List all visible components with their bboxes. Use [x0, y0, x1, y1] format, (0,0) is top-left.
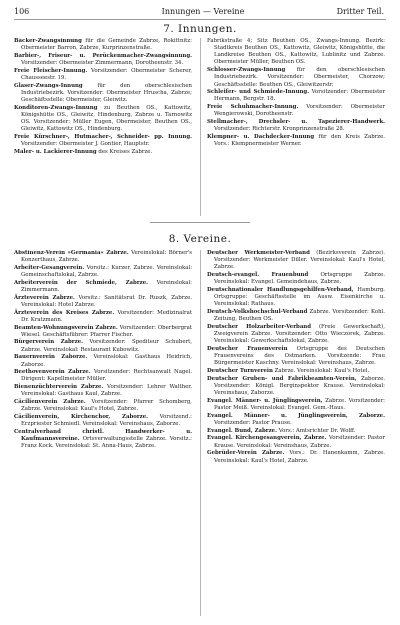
entry-name: Abstinenz-Verein »Germania« Zabrze. [14, 250, 129, 256]
directory-entry [207, 368, 385, 375]
entry-name: Glaser-Zwangs-Innung [14, 82, 83, 89]
entry-text: Fabrikstraße 4; Sitz Beuthen OS., Zwangs-Innung. Bezirk: Stadtkreis Beuthen OS., Kattowitz, Gleiwitz, Königshütte, die Landkreise Beuthen OS., Kattowitz, Lublinitz und Zabrze. Obermeister Müller, Beuthen OS. [207, 38, 385, 66]
entry-name: Bürgerverein Zabrze. [14, 339, 84, 346]
directory-entry [207, 134, 385, 148]
directory-entry [14, 265, 192, 279]
directory-entry [207, 38, 385, 67]
entry-text: für den oberschlesischen Industriebezirk. Vorsitzender: Obermeister, Chorzow; Geschäftsstelle: Beuthen OS., Gleiwitzerstr. [214, 67, 385, 88]
entry-text: (Freie Gewerkschaft), Zweigverein Zabrze. Vorsitzender: Otto Wieczorek, Zabrze. Vereinslokal: Gewerkschaftslokal, Zabrze. [214, 323, 385, 345]
entry-name: Centralverband christl. Handwerker- u. Kaufmannsvereine. [14, 428, 192, 443]
directory-entry [207, 413, 385, 427]
directory-entry [207, 309, 385, 323]
directory-entry [14, 134, 192, 148]
directory-entry [207, 67, 385, 88]
entry-text: Vorsitz.: Kurzer, Zabrze. Vereinslokal: Gemeinschaftslokal, Zabrze. [21, 264, 192, 279]
directory-entry [207, 398, 385, 412]
entry-name: Gebrüder-Verein Zabrze. [207, 450, 285, 457]
entry-text: Vorsitzend.: Erzpriester Schmiedl. Vereinslokal: Vereinshaus, Zaborze. [21, 413, 192, 428]
entry-name: Deutscher Frauenverein [207, 346, 288, 352]
section-rule [150, 222, 250, 223]
entry-text: Zaborze. Vorsitzender: Königl. Berginspektor Krause. Vereinslokal: Vereinshaus, Zaborze. [214, 375, 385, 397]
directory-entry [207, 346, 385, 367]
entry-name: Evangel. Männer- u. Jünglingsverein, Zaborze. [207, 412, 385, 419]
directory-entry [207, 119, 385, 133]
entry-text: Vorsitzender: Pfarrer Schomberg, Zabrze. Vereinslokal: Kaul's Hotel, Zabrze. [21, 399, 192, 413]
page-header [14, 6, 392, 18]
entry-name: Arbeiterverein der Schmiede, Zabrze. [14, 279, 149, 286]
entry-name: Evangel. Männer- u. Jünglingsverein, [207, 397, 323, 404]
part-label: Dritter Teil. [336, 7, 384, 16]
entry-text: Ortsgruppe des Deutschen Frauenvereins des Ostmarken. Vorsitzende: Frau Bürgermeister Kaschny. Vereinslokal: Vereinshaus, Zabrze. [214, 346, 385, 367]
directory-entry [207, 376, 385, 397]
entry-text: Vors.: Amtsrichter Dr. Wolff. [278, 427, 356, 434]
innungen-left-column [14, 38, 192, 216]
entry-name: Arbeiter-Gesangverein. [14, 264, 85, 271]
directory-entry [207, 287, 385, 308]
entry-text: Vorsitzender: Obermeister Scherer, Chausseestr. 19. [21, 67, 192, 81]
entry-name: Beethovenverein Zabrze. [14, 369, 91, 376]
entry-name: Cäcilienverein Zabrze. [14, 399, 86, 406]
entry-name: Deutschnationaler Handlungsgehilfen-Verband, [207, 286, 354, 293]
header-rule [14, 19, 386, 20]
entry-name: Deutsch-Volkshochschul-Verband [207, 309, 308, 316]
directory-entry [14, 105, 192, 134]
entry-text: Vorsitzender: Lehrer Walther. Vereinslokal: Gasthaus Kaul, Zabrze. [21, 384, 192, 398]
entry-name: Ärzteverein Zabrze. [14, 294, 75, 301]
entry-name: Deutscher Werkmeister-Verband [207, 250, 310, 256]
entry-text: Zabrze. Vereinslokal: Kaul's Hotel. [274, 368, 370, 375]
entry-text: Vorsitzender: Medizinalrat Dr. Kratzmann. [21, 309, 192, 323]
column-divider-innungen [200, 38, 201, 216]
entry-name: Deutscher Holzarbeiter-Verband [207, 323, 311, 330]
entry-name: Schlosser-Zwangs-Innung [207, 67, 286, 74]
entry-name: Deutsch-evangel. Frauenbund [207, 272, 309, 279]
entry-name: Cäcilienverein, Kirchenchor, Zaborze. [14, 413, 149, 420]
entry-text: Vorsitzender: Obermeister Wengierowski, Dorotheenstr. [214, 104, 385, 118]
directory-entry [14, 325, 192, 339]
entry-name: Deutscher Turnverein [207, 368, 273, 375]
entry-text: für die Gemeinde Zabrze, Rokittnitz: Obermeister Barron, Zabrze, Kurprinzenstraße. [21, 38, 192, 52]
directory-entry [14, 310, 192, 324]
entry-name: Bauernverein Zaborze. [14, 354, 88, 361]
entry-name: Maler- u. Lackierer-Innung [14, 148, 97, 155]
directory-entry [14, 53, 192, 67]
column-divider-vereine [200, 250, 201, 616]
directory-entry [207, 89, 385, 103]
entry-text: Ortsgruppe Zabrze. Vereinslokal: Evangel. Gemeindehaus, Zabrze. [214, 272, 385, 286]
entry-name: Ärzteverein des Kreises Zabrze. [14, 309, 115, 316]
entry-text: Vorsitz.: Sanitätsrat Dr. Ruszk, Zabrze. Vereinslokal: Hotel Zabrze. [21, 294, 192, 308]
entry-text: Vorsitzender: Pastor Krause. Vereinslokal: Vereinshaus, Zabrze. [214, 435, 385, 449]
vereine-right-column [207, 250, 385, 616]
entry-text: Vorsitzender: Obermeister J. Gontier, Hauptstr. [21, 141, 150, 148]
entry-text: zu Beuthen OS., Kattowitz, Königshütte OS., Gleiwitz, Hindenburg, Zabrze u. Tarnowitz OS. Vorsitzender: Müller Eugen, Obermeister, Beuthen OS., Gleiwitz, Kattowitz OS., Hindenburg. [21, 104, 192, 133]
vereine-left-column [14, 250, 192, 616]
directory-entry [14, 354, 192, 368]
directory-entry [14, 295, 192, 309]
directory-entry [14, 149, 192, 156]
entry-text: Vorsitzender: Obermeister Hermann, Bergstr. 18. [214, 89, 385, 103]
directory-entry [207, 428, 385, 435]
entry-text: Vereinslokal: Zimmermann. [21, 279, 192, 293]
directory-entry [207, 104, 385, 118]
directory-entry [14, 280, 192, 294]
entry-text: Vereinslokal: Gasthaus Heidrich, Zaborze. [21, 354, 192, 368]
directory-entry [207, 250, 385, 271]
entry-text: Zabrze. Vorsitzender: Pastor Meiß. Vereinslokal: Evangel. Gem.-Haus. [214, 397, 385, 412]
entry-name: Konditoren-Zwangs-Innung [14, 104, 98, 111]
entry-text: Zabrze. Vorsitzender: Kohl. Zeitung, Beuthen OS. [214, 309, 385, 323]
entry-text: Vorsitzender: Obermeister Zimmermann, Dorotheenstr. 34. [21, 60, 184, 67]
directory-entry [14, 429, 192, 450]
directory-entry [207, 272, 385, 286]
entry-text: Vorsitzender: Rechtsanwalt Nagel. Dirigent: Kapellmeister Müller. [21, 369, 192, 383]
entry-name: Schleifer- und Schmiede-Innung. [207, 89, 310, 96]
entry-text: Hamburg. Ortsgruppe: Geschäftsstelle im Ausw. Eisenkirche u. Vereinslokal: Rathaus. [214, 286, 385, 308]
entry-name: Beamten-Wohnungsverein Zabrze. [14, 324, 118, 331]
entry-name: Evangel. Kirchengesangverein, Zabrze. [207, 435, 327, 442]
entry-name: Evangel. Bund, Zabrze. [207, 427, 277, 434]
entry-name: Freie Fleischer-Innung. [14, 67, 88, 74]
entry-text: Vorsitzender: Spediteur Schubert, Zabrze. Vereinslokal: Restaurant Kubowitz. [21, 339, 192, 353]
page-number: 106 [14, 7, 30, 16]
entry-text: für den oberschlesischen Industriebezirk. Vorsitzender: Obermeister Hruscha, Zabrze; Geschäftsstelle: Obermeister, Gleiwitz. [21, 82, 192, 104]
entry-name: Barbier-, Friseur- u. Perückenmacher-Zwangsinnung. [14, 52, 192, 59]
entry-name: Freie Schuhmacher-Innung. [207, 104, 299, 111]
directory-entry [14, 250, 192, 264]
section-title-innungen: 7. Innungen. [163, 23, 237, 35]
directory-entry [14, 369, 192, 383]
entry-name: Klempner- u. Dachdecker-Innung [207, 134, 315, 140]
directory-entry [14, 38, 192, 52]
running-head: Innungen — Vereine [161, 7, 245, 16]
directory-entry [207, 435, 385, 449]
entry-text: des Kreises Zabrze. [98, 148, 153, 155]
directory-entry [14, 414, 192, 428]
entry-text: Vereinslokal: Börner's Konzerthaus, Zabrze. [21, 250, 192, 264]
entry-name: Deutscher Gruben- und Fabrikbeamten-Verein, [207, 375, 357, 382]
entry-name: Freie Kürschner-, Hutmacher-, Schneider- pp. Innung. [14, 134, 192, 140]
entry-text: für den Kreis Zabrze. Vors.: Klempnermeister Werner. [214, 134, 385, 148]
directory-entry [207, 324, 385, 345]
entry-text: (Bezirksverein Zabrze). Vorsitzender: Werkmeister Diller. Vereinslokal: Kaul's Hotel, Zabrze. [214, 250, 385, 271]
directory-entry [14, 384, 192, 398]
directory-entry [207, 450, 385, 464]
entry-name: Stellmacher-, Drechsler- u. Tapezierer-Handwerk. [207, 119, 385, 126]
entry-text: Vorsitzender: Pastor Prause. [214, 419, 292, 426]
entry-name: Bäcker-Zwangsinnung [14, 38, 82, 44]
entry-text: Vorsitzender: Oberbergrat Wiesel. Geschäftsführer: Pfarrer Fischer. [21, 324, 192, 338]
directory-entry [14, 339, 192, 353]
entry-name: Bienenzüchterverein Zabrze. [14, 384, 104, 391]
entry-text: Vors.: Dr. Hanenkamm, Zabrze. Vereinslokal: Kaul's Hotel, Zabrze. [214, 450, 385, 464]
directory-entry [14, 68, 192, 82]
directory-entry [14, 83, 192, 104]
entry-text: Vorsitzender: Richterstr. Kronprinzenstraße 28. [214, 126, 345, 133]
innungen-right-column [207, 38, 385, 216]
section-title-vereine: 8. Vereine. [168, 233, 232, 245]
directory-entry [14, 399, 192, 413]
entry-text: Ortsverwaltungsstelle Zabrze. Vorsitz.: Franz Kock. Vereinslokal: St. Anna-Haus, Zabrze. [21, 436, 192, 450]
